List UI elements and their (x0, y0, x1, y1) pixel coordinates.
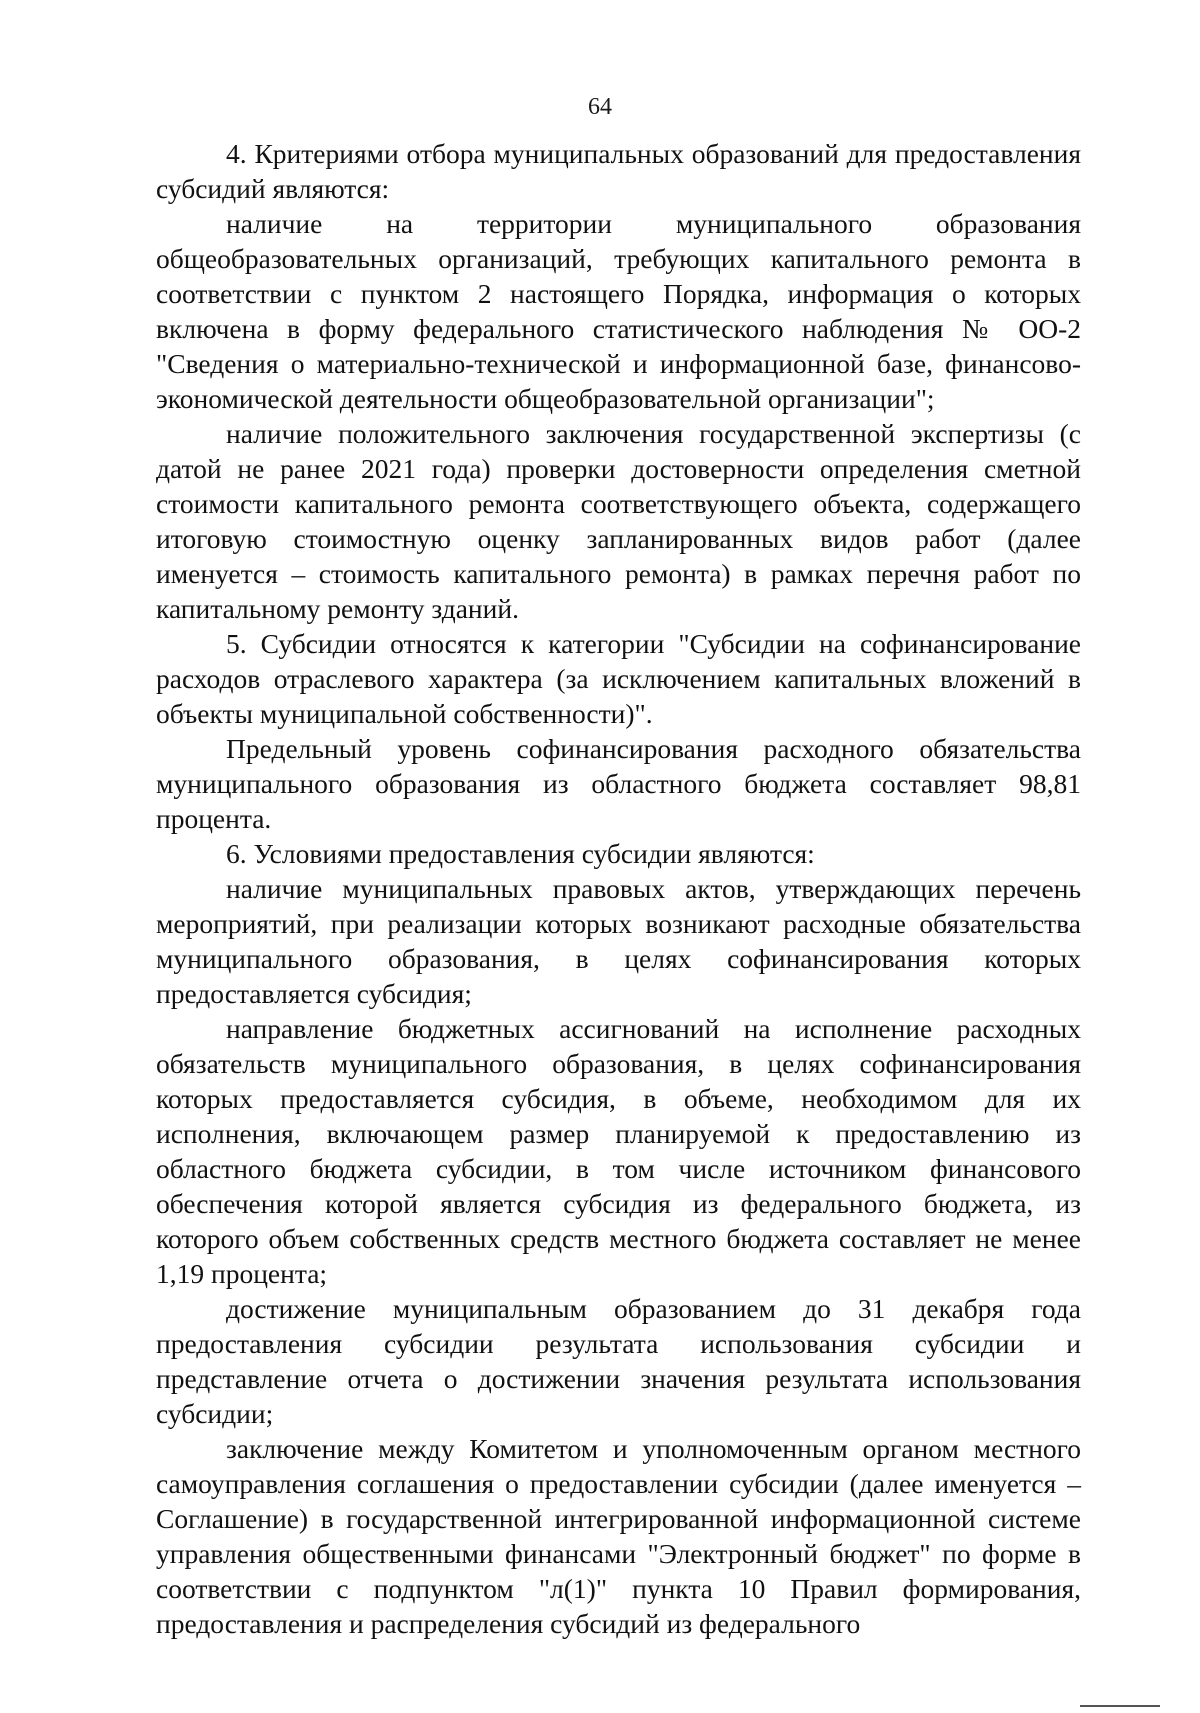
footer-scan-mark (1080, 1705, 1160, 1707)
paragraph-condition-budget-allocation: направление бюджетных ассигнований на исполнение расходных обязательств муниципального образования, в целях софинансирования которых предоставляется субсидия, в объеме, необходимом для их исполнения, включающем размер планируемой к предоставлению из областного бюджета субсидии, в том числе источником финансового обеспечения которой является субсидия из федерального бюджета, из которого объем собственных средств местного бюджета составляет не менее 1,19 процента; (156, 1013, 1081, 1289)
paragraph-criteria-heading: 4. Критериями отбора муниципальных образований для предоставления субсидий являются: (156, 138, 1081, 204)
document-body (156, 136, 1081, 1641)
paragraph-conditions-heading: 6. Условиями предоставления субсидии являются: (226, 838, 815, 869)
paragraph-criterion-expertise: наличие положительного заключения государственной экспертизы (с датой не ранее 2021 года) проверки достоверности определения сметной стоимости капитального ремонта соответствующего объекта, содержащего итоговую стоимостную оценку запланированных видов работ (далее именуется – стоимость капитального ремонта) в рамках перечня работ по капитальному ремонту зданий. (156, 418, 1081, 624)
paragraph-cofinancing-limit: Предельный уровень софинансирования расходного обязательства муниципального образования из областного бюджета составляет 98,81 процента. (156, 733, 1081, 834)
paragraph-condition-legal-acts: наличие муниципальных правовых актов, утверждающих перечень мероприятий, при реализации которых возникают расходные обязательства муниципального образования, в целях софинансирования которых предоставляется субсидия; (156, 873, 1081, 1009)
paragraph-subsidy-category: 5. Субсидии относятся к категории "Субсидии на софинансирование расходов отраслевого характера (за исключением капитальных вложений в объекты муниципальной собственности)". (156, 628, 1081, 729)
page-number: 64 (588, 94, 612, 120)
paragraph-criterion-organizations: наличие на территории муниципального образования общеобразовательных организаций, требующих капитального ремонта в соответствии с пунктом 2 настоящего Порядка, информация о которых включена в форму федерального статистического наблюдения № ОО-2 "Сведения о материально-технической и информационной базе, финансово-экономической деятельности общеобразовательной организации"; (156, 208, 1081, 414)
paragraph-condition-agreement: заключение между Комитетом и уполномоченным органом местного самоуправления соглашения о предоставлении субсидии (далее именуется – Соглашение) в государственной интегрированной информационной системе управления общественными финансами "Электронный бюджет" по форме в соответствии с подпунктом "л(1)" пункта 10 Правил формирования, предоставления и распределения субсидий из федерального (156, 1433, 1081, 1639)
paragraph-condition-result-achievement: достижение муниципальным образованием до 31 декабря года предоставления субсидии результата использования субсидии и представление отчета о достижении значения результата использования субсидии; (156, 1293, 1081, 1429)
